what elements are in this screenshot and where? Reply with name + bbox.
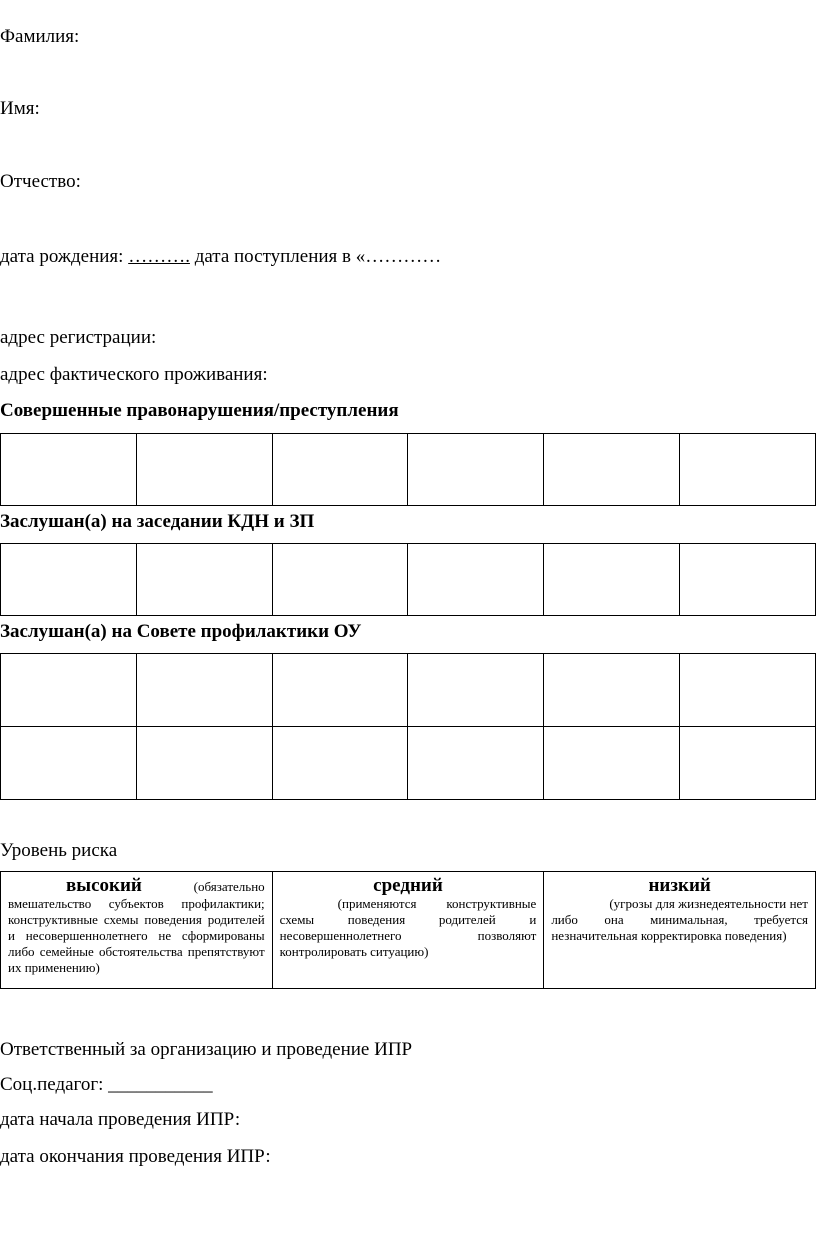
table-cell	[408, 727, 544, 800]
table-cell	[544, 654, 680, 727]
risk-low-title: низкий	[648, 875, 711, 896]
table-cell	[1, 544, 137, 616]
ipr-start-date-label: дата начала проведения ИПР:	[0, 1109, 241, 1130]
table-cell	[1, 727, 137, 800]
risk-low-description: (угрозы для жизнедеятельности нет либо она минимальная, требуется незначительная корректировка поведения)	[551, 896, 808, 943]
table-cell	[680, 727, 816, 800]
registration-address-label: адрес регистрации:	[0, 327, 157, 348]
table-cell	[680, 654, 816, 727]
table-row	[1, 872, 816, 989]
risk-high-block	[8, 876, 265, 976]
social-teacher-label: Соц.педагог: ___________	[0, 1074, 213, 1095]
offenses-table	[0, 433, 816, 506]
kdn-table	[0, 543, 816, 616]
risk-low-cell	[544, 872, 816, 989]
table-cell	[272, 544, 408, 616]
risk-high-title: высокий	[66, 875, 142, 896]
table-cell	[272, 654, 408, 727]
name-label: Имя:	[0, 98, 40, 119]
birth-admission-row	[0, 246, 441, 268]
risk-level-heading: Уровень риска	[0, 840, 118, 861]
table-cell	[136, 434, 272, 506]
table-row	[1, 654, 816, 727]
table-cell	[408, 654, 544, 727]
admission-date-label: дата поступления в «…………	[194, 246, 442, 267]
risk-medium-cell	[272, 872, 544, 989]
risk-high-description: (обязательно вмешательство субъектов профилактики; конструктивные схемы поведения родителей и несовершеннолетнего не сформированы либо семейные обстоятельства препятствуют их применению)	[8, 879, 265, 975]
table-cell	[1, 434, 137, 506]
table-cell	[136, 727, 272, 800]
birth-date-label: дата рождения:	[0, 246, 124, 267]
table-cell	[272, 434, 408, 506]
surname-label: Фамилия:	[0, 26, 80, 47]
table-row	[1, 727, 816, 800]
council-table	[0, 653, 816, 800]
council-heading: Заслушан(а) на Совете профилактики ОУ	[0, 621, 362, 642]
patronymic-label: Отчество:	[0, 171, 81, 192]
table-cell	[680, 434, 816, 506]
table-cell	[272, 727, 408, 800]
table-row	[1, 434, 816, 506]
risk-high-cell	[1, 872, 273, 989]
ipr-end-date-label: дата окончания проведения ИПР:	[0, 1146, 271, 1167]
table-cell	[544, 544, 680, 616]
kdn-heading: Заслушан(а) на заседании КДН и ЗП	[0, 511, 315, 532]
responsible-label: Ответственный за организацию и проведение ИПР	[0, 1039, 413, 1060]
table-cell	[1, 654, 137, 727]
birth-date-value: ……….	[128, 246, 190, 267]
table-cell	[544, 727, 680, 800]
risk-level-table	[0, 871, 816, 989]
risk-medium-description: (применяются конструктивные схемы поведения родителей и несовершеннолетнего позволяют контролировать ситуацию)	[279, 896, 537, 959]
table-cell	[408, 544, 544, 616]
actual-address-label: адрес фактического проживания:	[0, 364, 268, 385]
risk-medium-title: средний	[373, 875, 443, 896]
table-row	[1, 544, 816, 616]
table-cell	[136, 544, 272, 616]
table-cell	[544, 434, 680, 506]
offenses-heading: Совершенные правонарушения/преступления	[0, 400, 399, 421]
table-cell	[408, 434, 544, 506]
table-cell	[680, 544, 816, 616]
table-cell	[136, 654, 272, 727]
